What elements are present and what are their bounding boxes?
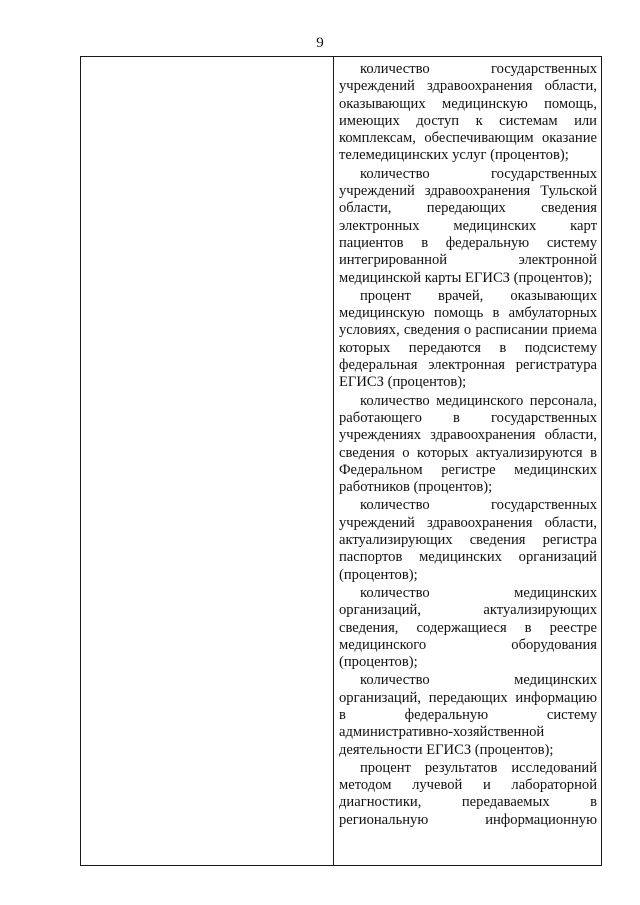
indicator-paragraph: количество медицинского персонала, работающего в государственных учреждениях здравоохранения области, сведения о которых актуализируются в Федеральном регистре медицинских работников (процентов); bbox=[339, 392, 597, 496]
table-left-cell bbox=[81, 57, 334, 865]
indicator-paragraph: количество государственных учреждений здравоохранения области, оказывающих медицинскую помощь, имеющих доступ к системам или комплексам, обеспечивающим оказание телемедицинских услуг (процентов); bbox=[339, 61, 597, 164]
indicator-paragraph: процент врачей, оказывающих медицинскую помощь в амбулаторных условиях, сведения о расписании приема которых передаются в подсистему федеральная электронная регистратура ЕГИСЗ (процентов); bbox=[339, 287, 597, 391]
table-right-cell bbox=[334, 57, 601, 865]
document-table bbox=[80, 56, 602, 866]
indicator-paragraph: количество государственных учреждений здравоохранения Тульской области, передающих сведения электронных медицинских карт пациентов в федеральную систему интегрированной электронной медицинской карты ЕГИСЗ (процентов); bbox=[339, 165, 597, 286]
indicator-paragraph: количество государственных учреждений здравоохранения области, актуализирующих сведения регистра паспортов медицинских организаций (процентов); bbox=[339, 497, 597, 583]
indicator-paragraph: процент результатов исследований методом лучевой и лабораторной диагностики, передаваемых в региональную информационную bbox=[339, 759, 597, 828]
indicator-paragraph: количество медицинских организаций, передающих информацию в федеральную систему административно-хозяйственной деятельности ЕГИСЗ (процентов); bbox=[339, 672, 597, 758]
page-number: 9 bbox=[316, 35, 324, 51]
indicator-paragraph: количество медицинских организаций, актуализирующих сведения, содержащиеся в реестре медицинского оборудования (процентов); bbox=[339, 584, 597, 671]
